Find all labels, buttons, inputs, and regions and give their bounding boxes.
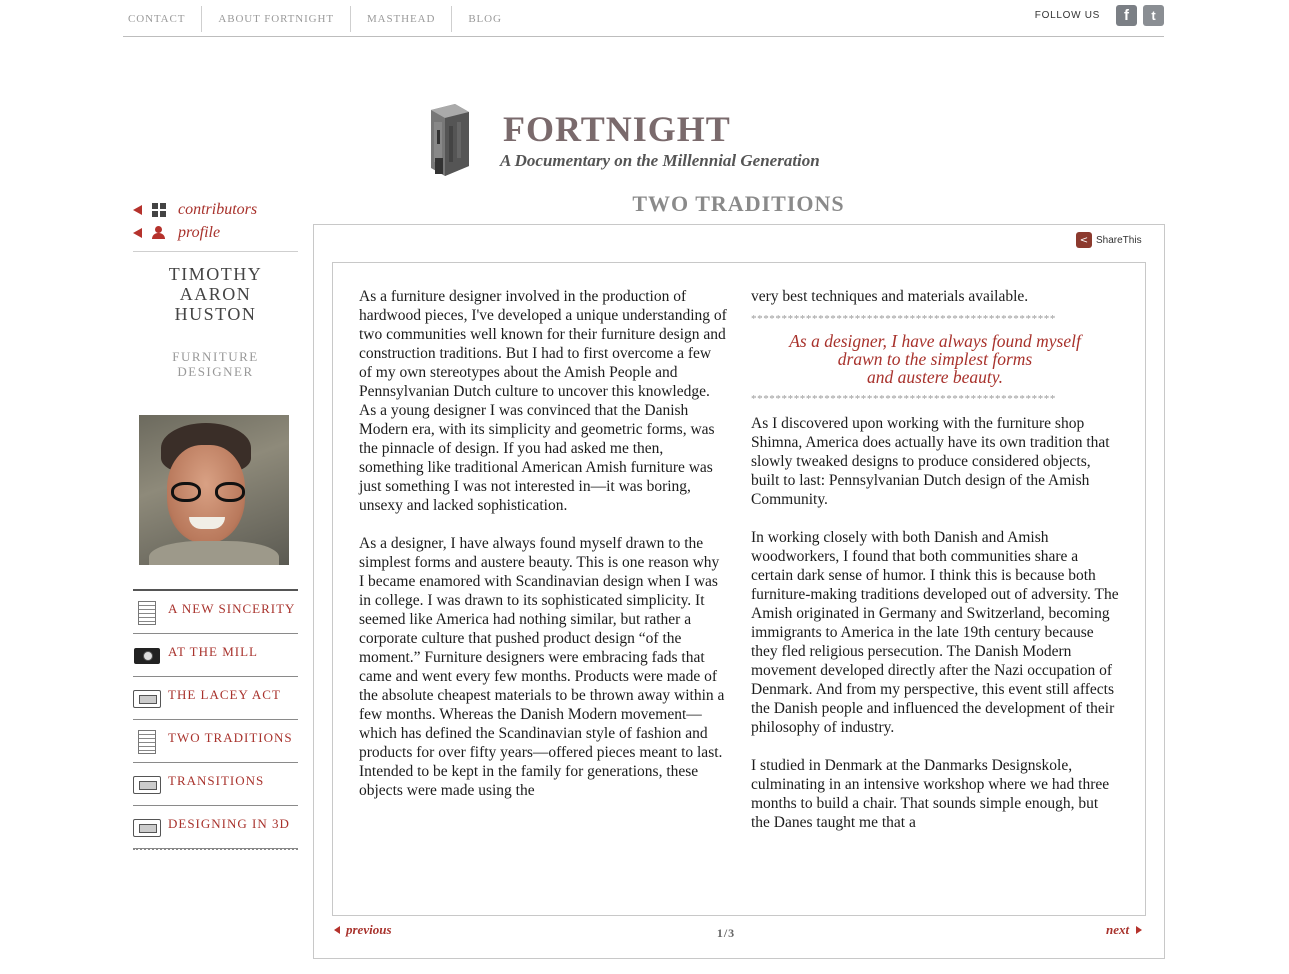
chapter-item-two-traditions[interactable] xyxy=(133,720,298,763)
back-arrow-icon xyxy=(133,228,142,238)
article-column-left xyxy=(359,287,727,819)
contributor-role-line: FURNITURE xyxy=(172,349,259,364)
next-page-link[interactable] xyxy=(1106,922,1142,938)
chapter-label: TRANSITIONS xyxy=(168,773,265,788)
contributor-photo xyxy=(139,415,289,565)
contributor-role-line: DESIGNER xyxy=(177,364,254,379)
pullquote-line: and austere beauty. xyxy=(867,367,1003,387)
chapter-list xyxy=(133,589,298,849)
contributor-role xyxy=(133,349,298,379)
nav-contact-link[interactable]: CONTACT xyxy=(128,13,186,25)
contributor-name-line: HUSTON xyxy=(174,304,257,324)
next-label: next xyxy=(1106,922,1130,937)
camera-icon xyxy=(134,648,160,664)
twitter-icon[interactable]: t xyxy=(1143,5,1164,26)
pullquote-line: As a designer, I have always found myself xyxy=(789,331,1081,351)
sharethis-button[interactable] xyxy=(1076,232,1142,248)
cassette-icon xyxy=(133,776,161,794)
grid-icon xyxy=(152,203,166,217)
article-paragraph: In working closely with both Danish and Amish woodworkers, I found that both communities share a certain dark sense of humor. I think this is because both furniture-making traditions developed out of adversity. The Amish originated in Germany and Switzerland, becoming immigrants to America in the late 19th century because they fled religious persecution. The Danish Modern movement developed directly after the Nazi occupation of Denmark. And from my perspective, this event still affects the Danish people and influenced the development of their philosophy of industry. xyxy=(751,529,1119,736)
person-icon xyxy=(152,226,166,240)
chapter-label: TWO TRADITIONS xyxy=(168,730,293,745)
site-tagline: A Documentary on the Millennial Generation xyxy=(500,151,820,170)
follow-us xyxy=(1035,5,1164,26)
chapter-label: THE LACEY ACT xyxy=(168,687,281,702)
article-paragraph: I studied in Denmark at the Danmarks Designskole, culminating in an intensive workshop where we had three months to build a chair. That sounds simple enough, but the Danes taught me that a xyxy=(751,757,1110,831)
chapter-item-at-the-mill[interactable] xyxy=(133,634,298,677)
chapter-label: A NEW SINCERITY xyxy=(168,601,296,616)
chapter-item-the-lacey-act[interactable] xyxy=(133,677,298,720)
share-icon: < xyxy=(1076,232,1092,248)
chapter-item-a-new-sincerity[interactable] xyxy=(133,591,298,634)
article-paragraph: As I discovered upon working with the furniture shop Shimna, America does actually have its own tradition that slowly tweaked designs to produce considered objects, built to last: Pennsylvanian Dutch design of the Amish Community. xyxy=(751,415,1110,508)
previous-label: previous xyxy=(346,922,392,937)
facebook-icon[interactable]: f xyxy=(1116,5,1137,26)
chapter-label: AT THE MILL xyxy=(168,644,258,659)
nav-about-link[interactable]: ABOUT FORTNIGHT xyxy=(201,6,350,32)
sidebar-profile-label: profile xyxy=(178,224,221,241)
top-nav-links xyxy=(123,6,518,32)
pullquote-rule-bottom: ************************************************** xyxy=(751,393,1056,405)
follow-us-label: FOLLOW US xyxy=(1034,10,1100,21)
back-arrow-icon xyxy=(133,205,142,215)
top-navigation xyxy=(123,0,1164,37)
sidebar-profile-link[interactable] xyxy=(133,223,220,243)
previous-page-link[interactable] xyxy=(334,922,392,938)
cassette-icon xyxy=(133,690,161,708)
cassette-icon xyxy=(133,819,161,837)
article-column-right xyxy=(751,287,1119,851)
pullquote-rule-top: ************************************************** xyxy=(751,313,1056,325)
nav-masthead-link[interactable]: MASTHEAD xyxy=(350,6,451,32)
sidebar-contributors-label: contributors xyxy=(178,201,258,218)
sharethis-label: ShareThis xyxy=(1096,234,1142,246)
previous-arrow-icon xyxy=(334,926,340,934)
nav-blog-link[interactable]: BLOG xyxy=(451,6,518,32)
sidebar-contributors-link[interactable] xyxy=(133,200,257,220)
chapter-item-designing-in-3d[interactable] xyxy=(133,806,298,849)
sidebar-divider xyxy=(133,251,298,252)
chapter-item-transitions[interactable] xyxy=(133,763,298,806)
pullquote-line: drawn to the simplest forms xyxy=(837,349,1033,369)
document-icon xyxy=(138,601,156,625)
page-indicator: 1/3 xyxy=(716,926,736,940)
contributor-name-line: AARON xyxy=(179,284,252,304)
chapter-label: DESIGNING IN 3D xyxy=(168,816,290,831)
chapter-list-end-rule xyxy=(133,848,298,851)
article-title: TWO TRADITIONS xyxy=(632,191,845,216)
contributor-name xyxy=(133,264,298,324)
pullquote xyxy=(751,332,1119,386)
fortnight-logo-icon[interactable] xyxy=(425,100,475,180)
article-paragraph: As a designer, I have always found myself drawn to the simplest forms and austere beauty. This is one reason why I became enamored with Scandinavian design when I was in college. I was drawn to its sophisticated simplicity. It seemed like America had nothing similar, but rather a corporate culture that pushed product design “of the moment.” Furniture designers were embracing fads that came and went every few months. Products were made of the absolute cheapest materials to be thrown away within a few months. Whereas the Danish Modern movement—which has defined the Scandinavian style of fashion and products for over fifty years—offered pieces meant to last. Intended to be kept in the family for generations, these objects were made using the xyxy=(359,535,725,799)
contributor-name-line: TIMOTHY xyxy=(168,264,263,284)
next-arrow-icon xyxy=(1136,926,1142,934)
article-paragraph: As a furniture designer involved in the production of hardwood pieces, I've developed a unique understanding of two communities well known for their furniture design and construction traditions. But I had to first overcome a few of my own stereotypes about the Amish People and Pennsylvanian Dutch culture to uncover this knowledge. As a young designer I was convinced that the Danish Modern era, with its simplicity and geometric forms, was the pinnacle of design. If you had asked me then, something like traditional American Amish furniture was just something I was not interested in—it was boring, unsexy and lacked sophistication. xyxy=(359,288,727,514)
document-icon xyxy=(138,730,156,754)
article-paragraph: very best techniques and materials available. xyxy=(751,288,1029,305)
site-brand-title[interactable]: FORTNIGHT xyxy=(503,109,731,149)
